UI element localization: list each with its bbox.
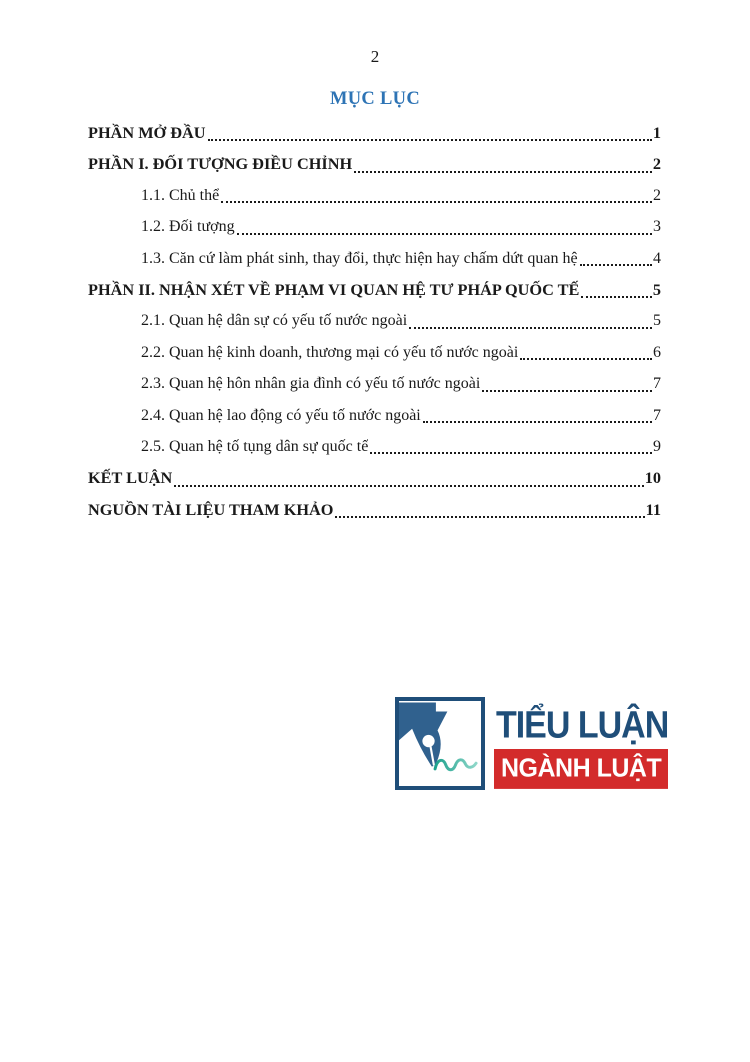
toc-leader-dots [520,358,652,360]
toc-entry-label: PHẦN MỞ ĐẦU [88,123,206,142]
toc-entry-page: 2 [652,154,661,174]
toc-entry-page: 2 [653,186,661,204]
toc-entry-page: 11 [645,499,661,519]
toc-leader-dots [335,516,644,518]
toc-entry [88,337,661,368]
toc-leader-dots [580,264,652,266]
logo-subtitle-badge: NGÀNH LUẬT [494,749,668,789]
toc-leader-dots [581,296,652,298]
toc-leader-dots [409,327,652,329]
fountain-pen-icon [395,697,485,790]
toc-entry [88,431,661,462]
logo-text [494,697,668,787]
brand-logo [395,697,668,790]
toc-entry-label: 2.4. Quan hệ lao động có yếu tố nước ngoài [141,406,421,424]
toc-entry-label: 2.3. Quan hệ hôn nhân gia đình có yếu tố nước ngoài [141,375,481,393]
toc-entry-page: 7 [653,375,661,393]
toc-entry [88,274,661,305]
toc-entry-page: 1 [652,123,661,142]
toc-entry [88,400,661,431]
toc-entry-label: 1.2. Đối tượng [141,218,235,236]
toc-entry-label: PHẦN II. NHẬN XÉT VỀ PHẠM VI QUAN HỆ TƯ PHÁP QUỐC TẾ [88,280,580,300]
toc-entry [88,117,661,148]
toc-entry-label: 2.1. Quan hệ dân sự có yếu tố nước ngoài [141,312,408,330]
toc-entry-page: 4 [653,249,661,267]
toc-entry-label: 2.5. Quan hệ tố tụng dân sự quốc tế [141,438,369,456]
toc-leader-dots [482,390,652,392]
toc-entry-page: 5 [653,312,661,330]
toc-entry-label: KẾT LUẬN [88,468,173,488]
toc-list [88,117,661,525]
toc-entry-page: 5 [652,280,661,300]
toc-entry-label: 1.3. Căn cứ làm phát sinh, thay đổi, thực hiện hay chấm dứt quan hệ [141,249,578,267]
toc-entry-page: 7 [653,406,661,424]
toc-leader-dots [237,233,652,235]
toc-entry-page: 9 [653,438,661,456]
toc-entry [88,462,661,493]
toc-entry [88,180,661,211]
toc-entry [88,148,661,179]
toc-entry-label: NGUỒN TÀI LIỆU THAM KHẢO [88,499,334,519]
logo-title: TIỂU LUẬN [495,703,669,747]
toc-entry [88,305,661,336]
toc-leader-dots [208,139,652,141]
toc-entry-label: PHẦN I. ĐỐI TƯỢNG ĐIỀU CHỈNH [88,154,353,174]
toc-entry-label: 1.1. Chủ thể [141,186,220,204]
toc-entry [88,368,661,399]
toc-leader-dots [174,485,643,487]
page-number: 2 [370,47,380,66]
toc-entry [88,211,661,242]
toc-leader-dots [423,421,652,423]
page-title: MỤC LỤC [330,89,420,109]
toc-entry [88,494,661,525]
toc-leader-dots [370,452,652,454]
toc-leader-dots [354,171,652,173]
toc-entry-page: 10 [644,468,661,488]
toc-entry [88,243,661,274]
toc-entry-page: 3 [653,218,661,236]
toc-leader-dots [221,201,652,203]
toc-entry-label: 2.2. Quan hệ kinh doanh, thương mại có yếu tố nước ngoài [141,343,519,361]
toc-entry-page: 6 [653,343,661,361]
